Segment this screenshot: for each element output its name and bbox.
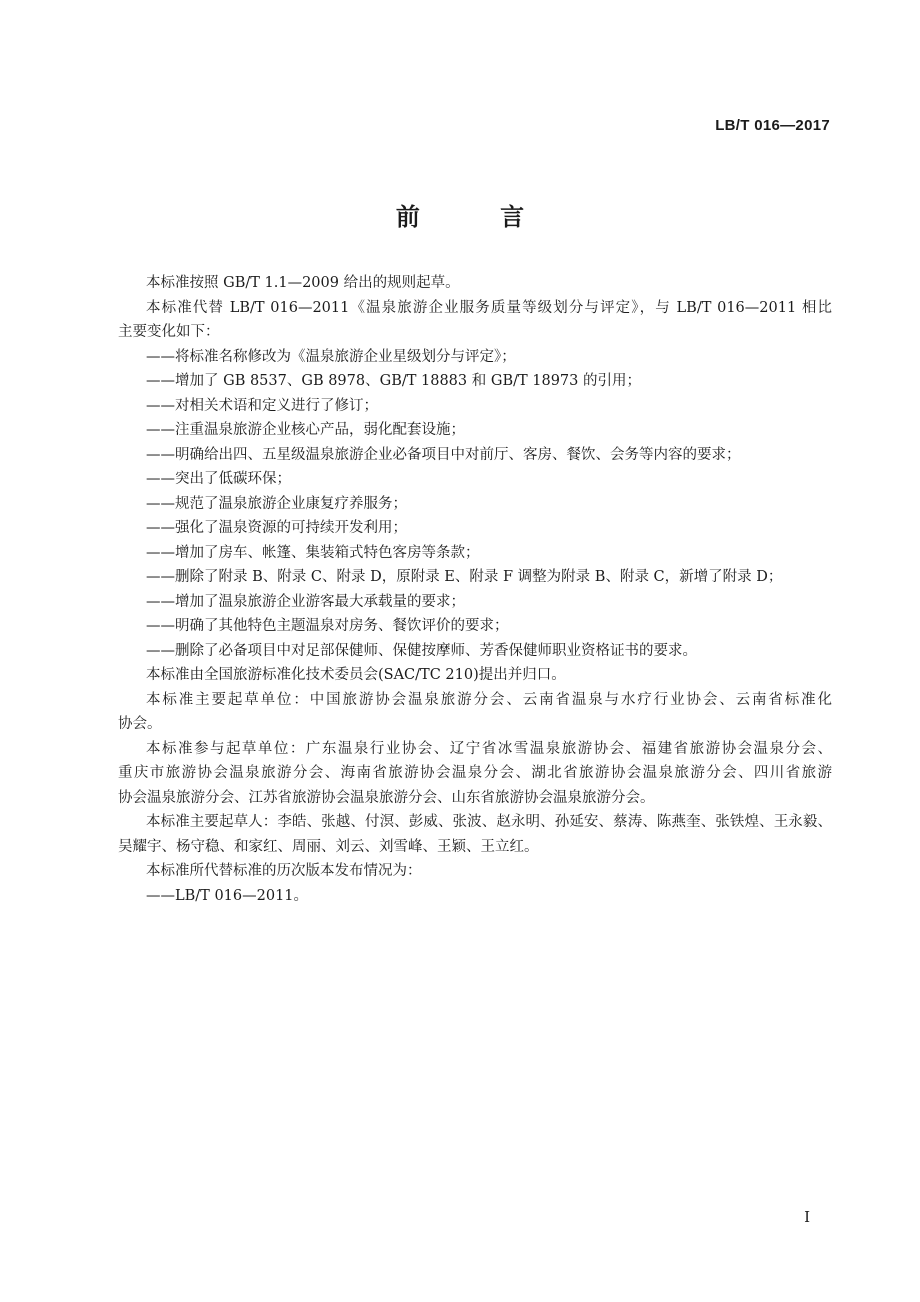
list-item: ——删除了必备项目中对足部保健师、保健按摩师、芳香保健师职业资格证书的要求。 [146, 642, 697, 659]
list-item: ——增加了房车、帐篷、集装箱式特色客房等条款； [146, 544, 480, 561]
paragraph-line: 本标准代替 LB/T 016—2011《温泉旅游企业服务质量等级划分与评定》，与 LB/T 016—2011 相比 [146, 299, 832, 316]
paragraph-proposer: 本标准由全国旅游标准化技术委员会(SAC/TC 210)提出并归口。 [146, 667, 566, 683]
paragraph-line: 协会温泉旅游分会、江苏省旅游协会温泉旅游分会、山东省旅游协会温泉旅游分会。 [118, 789, 655, 806]
list-item: ——明确给出四、五星级温泉旅游企业必备项目中对前厅、客房、餐饮、会务等内容的要求； [146, 446, 741, 463]
list-item: ——增加了温泉旅游企业游客最大承载量的要求； [146, 593, 465, 610]
list-item: ——注重温泉旅游企业核心产品，弱化配套设施； [146, 422, 465, 438]
list-item: ——规范了温泉旅游企业康复疗养服务； [146, 495, 407, 512]
paragraph-line: 吴耀宇、杨守稳、和家红、周丽、刘云、刘雪峰、王颖、王立红。 [118, 838, 539, 855]
paragraph-main-drafters-units [118, 688, 832, 737]
paragraph-main-drafters [118, 810, 832, 859]
paragraph-participating-units [118, 737, 832, 811]
list-item: ——增加了 GB 8537、GB 8978、GB/T 18883 和 GB/T 18973 的引用； [146, 373, 641, 389]
paragraph-replacement [118, 296, 832, 345]
page-title: 前 言 [395, 202, 561, 231]
paragraph-drafting-rules: 本标准按照 GB/T 1.1—2009 给出的规则起草。 [146, 275, 460, 291]
changes-list [118, 345, 832, 664]
page-number: I [804, 1208, 810, 1226]
list-item: ——将标准名称修改为《温泉旅游企业星级划分与评定》； [146, 348, 516, 365]
paragraph-line: 本标准主要起草单位：中国旅游协会温泉旅游分会、云南省温泉与水疗行业协会、云南省标准化 [146, 691, 832, 708]
foreword-body [118, 271, 832, 908]
list-item: ——突出了低碳环保； [146, 471, 291, 487]
list-item: ——删除了附录 B、附录 C、附录 D，原附录 E、附录 F 调整为附录 B、附录 C，新增了附录 D； [146, 569, 783, 585]
list-item: ——强化了温泉资源的可持续开发利用； [146, 520, 407, 536]
paragraph-line: 本标准主要起草人：李皓、张越、付溟、彭威、张波、赵永明、孙延安、蔡涛、陈燕奎、张铁煌、王永毅、 [146, 814, 832, 830]
list-item: ——LB/T 016—2011。 [146, 887, 309, 904]
paragraph-line: 本标准参与起草单位：广东温泉行业协会、辽宁省冰雪温泉旅游协会、福建省旅游协会温泉分会、 [146, 740, 832, 757]
paragraph-line: 主要变化如下： [118, 324, 220, 340]
document-code: LB/T 016—2017 [715, 117, 830, 134]
list-item: ——对相关术语和定义进行了修订； [146, 397, 378, 414]
paragraph-version-history: 本标准所代替标准的历次版本发布情况为： [146, 863, 422, 879]
paragraph-line: 重庆市旅游协会温泉旅游分会、海南省旅游协会温泉分会、湖北省旅游协会温泉旅游分会、四川省旅游 [118, 765, 832, 781]
list-item: ——明确了其他特色主题温泉对房务、餐饮评价的要求； [146, 618, 509, 634]
paragraph-line: 协会。 [118, 716, 162, 732]
